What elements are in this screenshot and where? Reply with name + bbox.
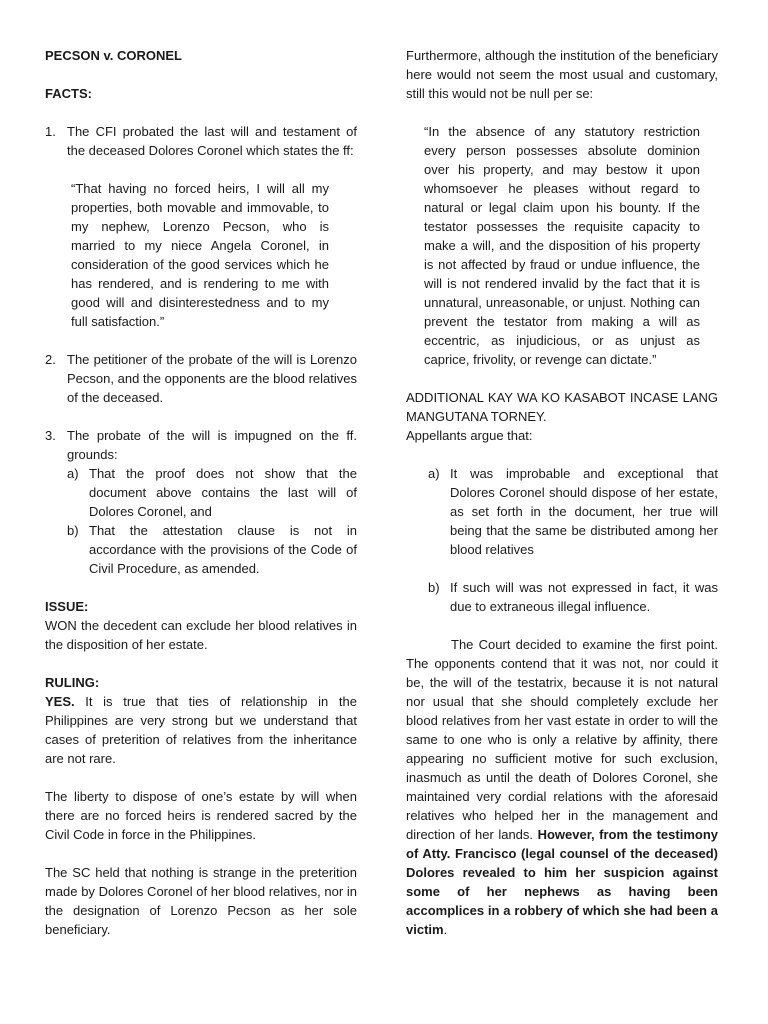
fact-item-3	[45, 426, 357, 578]
fact-item-2	[45, 350, 357, 407]
fact-number: 2.	[45, 352, 56, 367]
liberty-paragraph: The liberty to dispose of one’s estate by will when there are no forced heirs is rendered sacred by the Civil Code in force in the Philippines.	[45, 789, 357, 842]
argument-text: If such will was not expressed in fact, it was due to extraneous illegal influence.	[450, 580, 718, 614]
issue-text: WON the decedent can exclude her blood relatives in the disposition of her estate.	[45, 618, 357, 652]
appellants-intro: Appellants argue that:	[406, 428, 533, 443]
sc-paragraph: The SC held that nothing is strange in the preterition made by Dolores Coronel of her blood relatives, nor in the designation of Lorenzo Pecson as her sole beneficiary.	[45, 865, 357, 937]
right-column	[406, 46, 718, 939]
ground-text: That the proof does not show that the document above contains the last will of Dolores Coronel, and	[89, 466, 357, 519]
fact-number: 1.	[45, 124, 56, 139]
left-column	[45, 46, 357, 939]
court-end: .	[443, 922, 448, 937]
court-paragraph	[406, 635, 718, 939]
issue-heading: ISSUE:	[45, 599, 89, 614]
ground-item-a	[67, 464, 357, 521]
statutory-quote: “In the absence of any statutory restriction every person possesses absolute dominion over his property, and may bestow it upon whomsoever he pleases without regard to natural or legal claim upon his bounty. If the testator possesses the requisite capacity to make a will, and the disposition of his property is not affected by fraud or undue influence, the will is not rendered invalid by the fact that it is unnatural, unreasonable, or unjust. Nothing can prevent the testator from making a will as eccentric, as injudicious, or as unjust as caprice, frivolity, or revenge can dictate.”	[424, 124, 700, 367]
ruling-heading: RULING:	[45, 675, 100, 690]
ruling-paragraph	[45, 692, 357, 768]
case-title: PECSON v. CORONEL	[45, 48, 183, 63]
court-bold-text: However, from the testimony of Atty. Francisco (legal counsel of the deceased) Dolores revealed to him her suspicion against some of her nephews as having been accomplices in a robbery of which she had been a victim	[406, 827, 719, 937]
facts-heading: FACTS:	[45, 86, 92, 101]
court-text: The Court decided to examine the first point. The opponents contend that it was not, nor could it be, the will of the testatrix, because it is not natural nor usual that she should completely exclude her blood relatives from her vast estate in order to will the same to one who is only a relative by affinity, there appearing no sufficient motive for such exclusion, inasmuch as until the death of Dolores Coronel, she maintained very cordial relations with the aforesaid relatives who helped her in the management and direction of her lands.	[406, 637, 718, 842]
argument-text: It was improbable and exceptional that Dolores Coronel should dispose of her estate, as set forth in the document, her true will being that the same be distributed among her blood relatives	[450, 466, 718, 557]
furthermore-paragraph: Furthermore, although the institution of the beneficiary here would not seem the most usual and customary, still this would not be null per se:	[406, 48, 718, 101]
will-quote: “That having no forced heirs, I will all my properties, both movable and immovable, to my nephew, Lorenzo Pecson, who is married to my niece Angela Coronel, in consideration of the good services which he has rendered, and is rendering to me with good will and disinterestedness and to my full satisfaction.”	[71, 181, 329, 329]
argument-item-b	[428, 578, 718, 616]
ground-label: a)	[67, 466, 79, 481]
ruling-text: It is true that ties of relationship in the Philippines are very strong but we understand that cases of preterition of relatives from the inheritance are not rare.	[45, 694, 357, 766]
fact-number: 3.	[45, 428, 56, 443]
ground-text: That the attestation clause is not in accordance with the provisions of the Code of Civil Procedure, as amended.	[89, 523, 357, 576]
fact-text: The probate of the will is impugned on the ff. grounds:	[67, 428, 357, 462]
fact-text: The CFI probated the last will and testament of the deceased Dolores Coronel which states the ff:	[67, 124, 357, 158]
fact-item-1	[45, 122, 357, 160]
ground-item-b	[67, 521, 357, 578]
ruling-answer: YES.	[45, 694, 75, 709]
ground-label: b)	[67, 523, 79, 538]
argument-label: a)	[428, 466, 440, 481]
argument-item-a	[428, 464, 718, 559]
fact-text: The petitioner of the probate of the will is Lorenzo Pecson, and the opponents are the blood relatives of the deceased.	[67, 352, 357, 405]
argument-label: b)	[428, 580, 440, 595]
additional-note: ADDITIONAL KAY WA KO KASABOT INCASE LANG MANGUTANA TORNEY.	[406, 390, 718, 424]
